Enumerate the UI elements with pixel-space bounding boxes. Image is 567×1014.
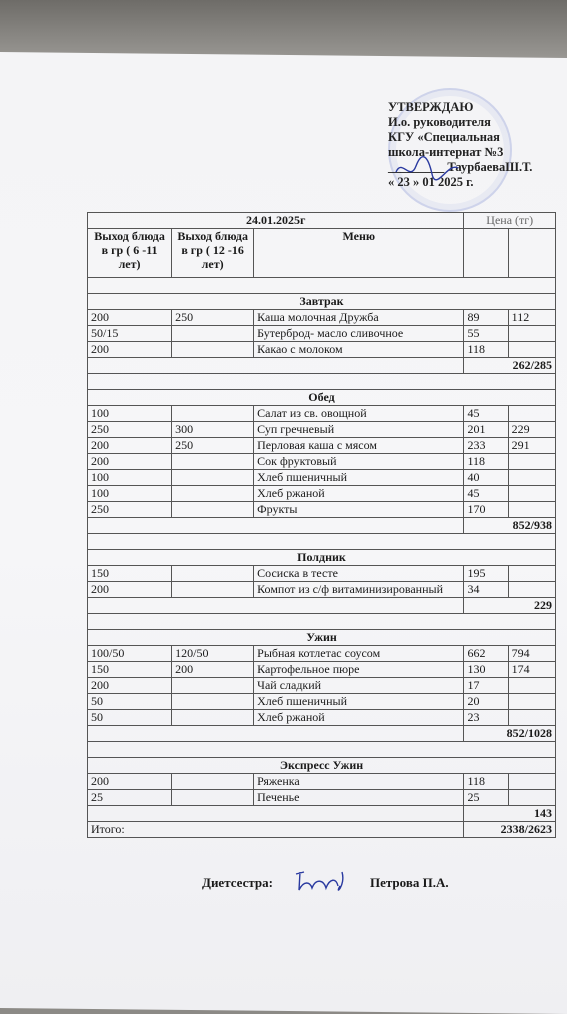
portion-older: 300: [172, 422, 254, 438]
section-row: [88, 758, 556, 774]
grand-total-label: Итого:: [88, 822, 464, 838]
price-older: [508, 774, 555, 790]
price-younger: 45: [464, 486, 508, 502]
section-total-row: [88, 598, 556, 614]
approval-org: КГУ «Специальная: [388, 130, 500, 144]
menu-item: Сосиска в тесте: [254, 566, 464, 582]
portion-younger: 50: [88, 694, 172, 710]
price-header: Цена (тг): [464, 213, 556, 229]
approval-position: И.о. руководителя: [388, 115, 491, 129]
table-date-row: [88, 213, 556, 229]
section-row: [88, 630, 556, 646]
menu-item: Хлеб ржаной: [254, 486, 464, 502]
total-blank: [88, 358, 464, 374]
menu-date: 24.01.2025г: [88, 213, 464, 229]
table-row: [88, 566, 556, 582]
section-total: 143: [464, 806, 556, 822]
approval-date: « 23 » 01 2025 г.: [388, 175, 474, 189]
portion-older: [172, 790, 254, 806]
table-row: [88, 694, 556, 710]
table-row: [88, 454, 556, 470]
table-row: [88, 422, 556, 438]
portion-older: [172, 582, 254, 598]
header-portion-older: Выход блюда в гр ( 12 -16 лет): [172, 229, 254, 278]
price-older: 112: [508, 310, 555, 326]
table-row: [88, 678, 556, 694]
portion-older: [172, 678, 254, 694]
header-menu: Меню: [254, 229, 464, 278]
price-younger: 118: [464, 454, 508, 470]
table-row: [88, 486, 556, 502]
menu-item: Фрукты: [254, 502, 464, 518]
portion-younger: 200: [88, 438, 172, 454]
price-younger: 23: [464, 710, 508, 726]
menu-item: Салат из св. овощной: [254, 406, 464, 422]
portion-younger: 200: [88, 774, 172, 790]
spacer-row: [88, 534, 556, 550]
price-younger: 20: [464, 694, 508, 710]
approval-title: УТВЕРЖДАЮ: [388, 100, 474, 114]
table-row: [88, 646, 556, 662]
section-total: 852/938: [464, 518, 556, 534]
menu-table: [87, 212, 556, 838]
table-row: [88, 662, 556, 678]
portion-older: 250: [172, 310, 254, 326]
section-title: Обед: [88, 390, 556, 406]
price-older: [508, 486, 555, 502]
price-older: [508, 710, 555, 726]
header-price-2: [508, 229, 555, 278]
price-younger: 25: [464, 790, 508, 806]
portion-younger: 200: [88, 454, 172, 470]
portion-younger: 25: [88, 790, 172, 806]
price-older: [508, 454, 555, 470]
total-blank: [88, 726, 464, 742]
portion-older: 200: [172, 662, 254, 678]
menu-item: Чай сладкий: [254, 678, 464, 694]
menu-item: Картофельное пюре: [254, 662, 464, 678]
price-older: [508, 694, 555, 710]
section-total-row: [88, 358, 556, 374]
dietitian-signature: [290, 866, 360, 896]
price-younger: 170: [464, 502, 508, 518]
portion-younger: 100: [88, 470, 172, 486]
price-younger: 45: [464, 406, 508, 422]
price-younger: 17: [464, 678, 508, 694]
total-blank: [88, 518, 464, 534]
portion-older: [172, 774, 254, 790]
price-younger: 40: [464, 470, 508, 486]
total-blank: [88, 598, 464, 614]
portion-older: [172, 694, 254, 710]
portion-younger: 250: [88, 422, 172, 438]
table-row: [88, 502, 556, 518]
price-younger: 55: [464, 326, 508, 342]
menu-item: Бутерброд- масло сливочное: [254, 326, 464, 342]
price-older: [508, 790, 555, 806]
section-total: 262/285: [464, 358, 556, 374]
portion-older: [172, 342, 254, 358]
menu-item: Сок фруктовый: [254, 454, 464, 470]
approval-org-2: школа-интернат №3: [388, 145, 504, 159]
menu-item: Хлеб пшеничный: [254, 694, 464, 710]
price-younger: 34: [464, 582, 508, 598]
portion-older: [172, 406, 254, 422]
portion-younger: 200: [88, 582, 172, 598]
table-row: [88, 790, 556, 806]
section-row: [88, 390, 556, 406]
price-older: 174: [508, 662, 555, 678]
table-header-row: [88, 229, 556, 278]
spacer-cell: [88, 742, 556, 758]
footer-name: Петрова П.А.: [370, 875, 449, 890]
table-row: [88, 470, 556, 486]
price-younger: 89: [464, 310, 508, 326]
portion-older: [172, 454, 254, 470]
spacer-cell: [88, 534, 556, 550]
menu-item: Компот из с/ф витаминизированный: [254, 582, 464, 598]
portion-older: 250: [172, 438, 254, 454]
footer-role: Диетсестра:: [202, 875, 273, 890]
section-row: [88, 550, 556, 566]
section-total: 229: [464, 598, 556, 614]
spacer-cell: [88, 614, 556, 630]
section-total-row: [88, 806, 556, 822]
portion-younger: 150: [88, 566, 172, 582]
portion-older: [172, 470, 254, 486]
menu-item: Каша молочная Дружба: [254, 310, 464, 326]
menu-item: Перловая каша с мясом: [254, 438, 464, 454]
portion-younger: 100: [88, 486, 172, 502]
portion-younger: 200: [88, 310, 172, 326]
table-row: [88, 342, 556, 358]
table-row: [88, 310, 556, 326]
header-portion-younger: Выход блюда в гр ( 6 -11 лет): [88, 229, 172, 278]
spacer-row: [88, 742, 556, 758]
price-younger: 118: [464, 774, 508, 790]
portion-older: [172, 710, 254, 726]
spacer-cell: [88, 374, 556, 390]
price-younger: 662: [464, 646, 508, 662]
portion-older: 120/50: [172, 646, 254, 662]
section-title: Экспресс Ужин: [88, 758, 556, 774]
menu-item: Ряженка: [254, 774, 464, 790]
approval-signatory: _________ ТаурбаеваШ.Т.: [388, 160, 533, 174]
price-younger: 130: [464, 662, 508, 678]
price-older: [508, 582, 555, 598]
portion-older: [172, 326, 254, 342]
portion-younger: 50: [88, 710, 172, 726]
price-younger: 118: [464, 342, 508, 358]
table-row: [88, 710, 556, 726]
price-older: [508, 342, 555, 358]
price-older: [508, 470, 555, 486]
table-row: [88, 582, 556, 598]
menu-item: Суп гречневый: [254, 422, 464, 438]
price-younger: 195: [464, 566, 508, 582]
price-older: [508, 566, 555, 582]
menu-item: Хлеб пшеничный: [254, 470, 464, 486]
spacer-cell: [88, 278, 556, 294]
spacer-row: [88, 374, 556, 390]
portion-older: [172, 486, 254, 502]
portion-older: [172, 566, 254, 582]
grand-total: 2338/2623: [464, 822, 556, 838]
portion-younger: 100: [88, 406, 172, 422]
section-title: Полдник: [88, 550, 556, 566]
section-total-row: [88, 518, 556, 534]
grand-total-row: [88, 822, 556, 838]
portion-younger: 250: [88, 502, 172, 518]
portion-younger: 150: [88, 662, 172, 678]
price-younger: 233: [464, 438, 508, 454]
approval-signature: [392, 152, 462, 186]
price-older: [508, 678, 555, 694]
section-row: [88, 294, 556, 310]
table-row: [88, 774, 556, 790]
portion-younger: 50/15: [88, 326, 172, 342]
table-row: [88, 406, 556, 422]
price-older: 229: [508, 422, 555, 438]
price-older: [508, 326, 555, 342]
section-title: Ужин: [88, 630, 556, 646]
price-older: [508, 406, 555, 422]
menu-item: Печенье: [254, 790, 464, 806]
table-row: [88, 438, 556, 454]
header-price-1: [464, 229, 508, 278]
menu-item: Рыбная котлетас соусом: [254, 646, 464, 662]
spacer-row: [88, 278, 556, 294]
price-older: 291: [508, 438, 555, 454]
menu-item: Хлеб ржаной: [254, 710, 464, 726]
spacer-row: [88, 614, 556, 630]
price-older: 794: [508, 646, 555, 662]
table-row: [88, 326, 556, 342]
section-total: 852/1028: [464, 726, 556, 742]
total-blank: [88, 806, 464, 822]
portion-older: [172, 502, 254, 518]
menu-item: Какао с молоком: [254, 342, 464, 358]
section-total-row: [88, 726, 556, 742]
background-surface: [0, 0, 567, 60]
price-younger: 201: [464, 422, 508, 438]
portion-younger: 100/50: [88, 646, 172, 662]
portion-younger: 200: [88, 678, 172, 694]
price-older: [508, 502, 555, 518]
portion-younger: 200: [88, 342, 172, 358]
section-title: Завтрак: [88, 294, 556, 310]
